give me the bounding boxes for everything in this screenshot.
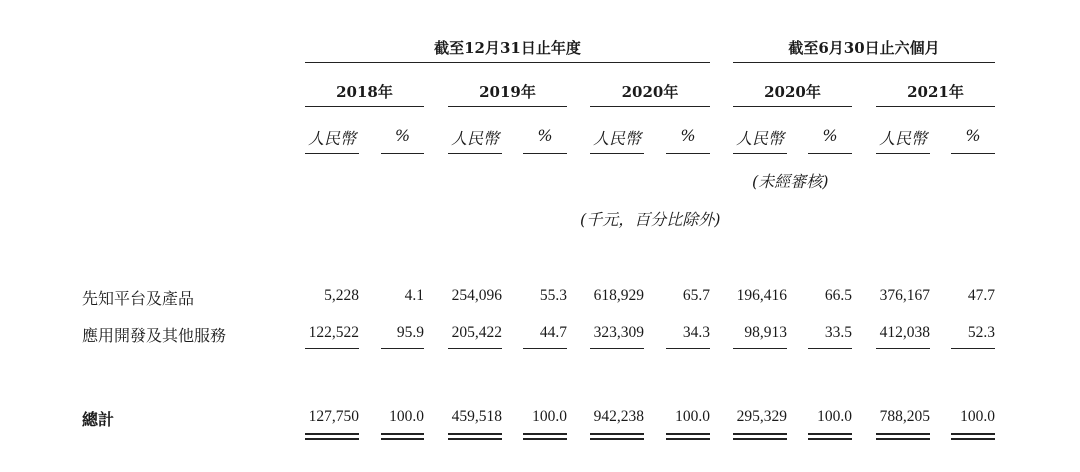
unit-pct: %	[537, 126, 553, 145]
cell-services-2019-rmb: 205,422	[451, 324, 502, 341]
subtotal-rule	[876, 348, 930, 349]
subtotal-rule	[590, 348, 644, 349]
cell-total-2019-rmb: 459,518	[451, 408, 502, 425]
year-rule-2018	[305, 106, 424, 107]
subtotal-rule	[808, 348, 852, 349]
cell-total-2018-pct: 100.0	[389, 408, 424, 425]
unit-rule	[381, 153, 424, 154]
cell-platform-2019-pct: 55.3	[539, 287, 567, 304]
total-double-rule	[448, 433, 502, 440]
year-header-2020: 2020年	[621, 83, 679, 101]
row-label-platform: 先知平台及產品	[82, 289, 195, 308]
year-rule-2019	[448, 106, 567, 107]
unit-rule	[666, 153, 710, 154]
cell-total-2021h1-pct: 100.0	[960, 408, 995, 425]
year-header-2021-h1: 2021年	[907, 83, 964, 101]
cell-services-2020h1-rmb: 98,913	[744, 324, 787, 341]
cell-total-2020-pct: 100.0	[675, 408, 710, 425]
unit-rule	[448, 153, 502, 154]
cell-services-2019-pct: 44.7	[539, 324, 567, 341]
unit-rule	[305, 153, 359, 154]
cell-platform-2021h1-rmb: 376,167	[879, 287, 930, 304]
unit-note: (千元，百分比除外)	[580, 210, 721, 229]
year-header-2018: 2018年	[336, 83, 393, 101]
group-rule-six-months	[733, 62, 995, 63]
subtotal-rule	[951, 348, 995, 349]
subtotal-rule	[666, 348, 710, 349]
cell-platform-2020-rmb: 618,929	[593, 287, 644, 304]
unit-rule	[876, 153, 930, 154]
year-header-2019: 2019年	[479, 83, 536, 101]
cell-platform-2021h1-pct: 47.7	[967, 287, 995, 304]
unit-pct: %	[965, 126, 981, 145]
unit-rmb: 人民幣	[450, 129, 499, 148]
cell-total-2018-rmb: 127,750	[308, 408, 359, 425]
unit-pct: %	[680, 126, 696, 145]
cell-platform-2018-rmb: 5,228	[324, 287, 359, 304]
unit-rmb: 人民幣	[307, 129, 356, 148]
unit-pct: %	[394, 126, 411, 145]
unit-rule	[808, 153, 852, 154]
total-double-rule	[808, 433, 852, 440]
cell-platform-2020h1-rmb: 196,416	[736, 287, 787, 304]
unit-rmb: 人民幣	[878, 129, 927, 148]
cell-total-2020h1-rmb: 295,329	[736, 408, 787, 425]
unit-rmb: 人民幣	[592, 129, 641, 148]
unit-rmb: 人民幣	[735, 129, 784, 148]
subtotal-rule	[733, 348, 787, 349]
cell-platform-2018-pct: 4.1	[404, 287, 424, 304]
total-double-rule	[666, 433, 710, 440]
cell-services-2020h1-pct: 33.5	[824, 324, 852, 341]
unit-rule	[733, 153, 787, 154]
group-header-six-months: 截至6月30日止六個月	[788, 39, 940, 57]
subtotal-rule	[523, 348, 567, 349]
unaudited-note: (未經審核)	[752, 172, 829, 191]
group-rule-year-ended	[305, 62, 710, 63]
cell-services-2021h1-rmb: 412,038	[879, 324, 930, 341]
cell-total-2021h1-rmb: 788,205	[879, 408, 930, 425]
row-label-services: 應用開發及其他服務	[82, 326, 227, 345]
cell-platform-2019-rmb: 254,096	[451, 287, 502, 304]
total-double-rule	[381, 433, 424, 440]
group-header-year-ended: 截至12月31日止年度	[434, 39, 581, 57]
total-double-rule	[590, 433, 644, 440]
year-rule-2020	[590, 106, 710, 107]
unit-pct: %	[822, 126, 838, 145]
cell-services-2018-rmb: 122,522	[308, 324, 359, 341]
cell-services-2020-rmb: 323,309	[593, 324, 644, 341]
year-rule-2020-h1	[733, 106, 852, 107]
subtotal-rule	[448, 348, 502, 349]
year-header-2020-h1: 2020年	[764, 83, 821, 101]
unit-rule	[523, 153, 567, 154]
cell-services-2021h1-pct: 52.3	[967, 324, 995, 341]
cell-platform-2020-pct: 65.7	[682, 287, 710, 304]
subtotal-rule	[381, 348, 424, 349]
unit-rule	[590, 153, 644, 154]
total-double-rule	[523, 433, 567, 440]
cell-services-2018-pct: 95.9	[396, 324, 424, 341]
row-label-total: 總計	[82, 410, 115, 429]
cell-total-2020-rmb: 942,238	[593, 408, 644, 425]
total-double-rule	[876, 433, 930, 440]
total-double-rule	[733, 433, 787, 440]
year-rule-2021-h1	[876, 106, 995, 107]
cell-total-2020h1-pct: 100.0	[817, 408, 852, 425]
cell-services-2020-pct: 34.3	[682, 324, 710, 341]
subtotal-rule	[305, 348, 359, 349]
total-double-rule	[951, 433, 995, 440]
total-double-rule	[305, 433, 359, 440]
cell-platform-2020h1-pct: 66.5	[824, 287, 852, 304]
unit-rule	[951, 153, 995, 154]
cell-total-2019-pct: 100.0	[532, 408, 567, 425]
